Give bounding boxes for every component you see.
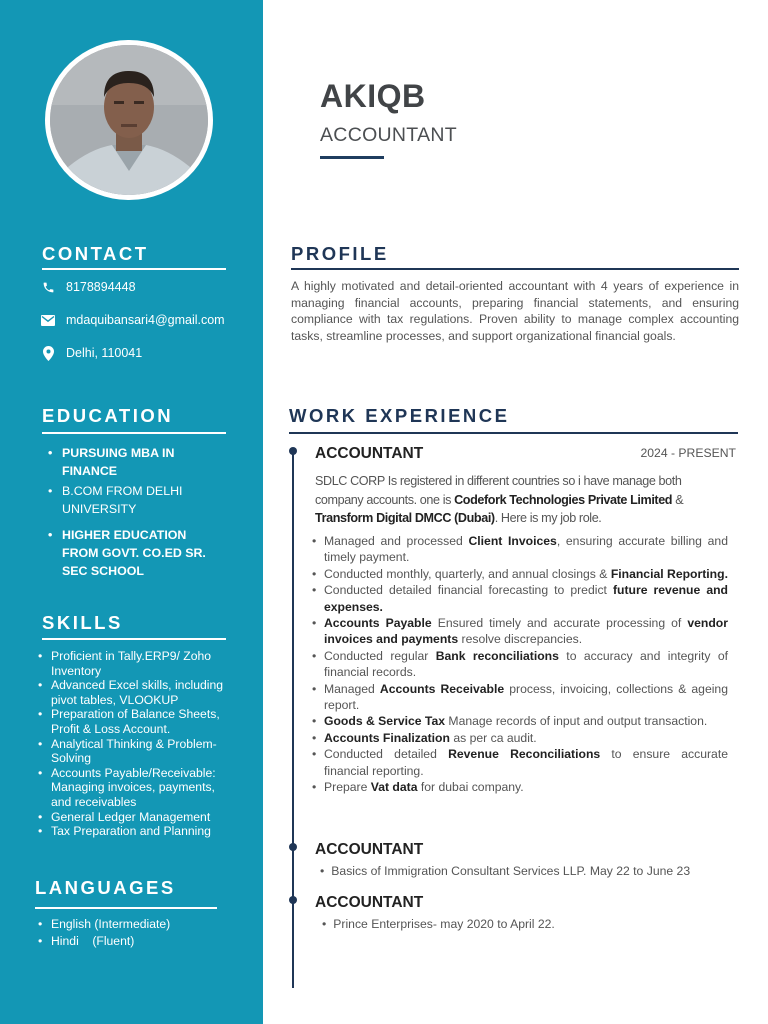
duty-item: • Goods & Service Tax Manage records of input and output transaction. <box>309 713 728 729</box>
duty-item: • Conducted monthly, quarterly, and annual closings & Financial Reporting. <box>309 566 728 582</box>
contact-divider <box>42 268 226 270</box>
contact-heading: CONTACT <box>42 243 149 264</box>
languages-heading: LANGUAGES <box>35 877 176 898</box>
job-dates: 2024 - PRESENT <box>640 446 736 460</box>
skill-item: • Accounts Payable/Receivable: Managing invoices, payments, and receivables <box>34 766 234 810</box>
contact-location-row <box>41 346 142 360</box>
language-item: • English (Intermediate) <box>34 916 234 933</box>
sidebar <box>0 0 263 1024</box>
job-title: ACCOUNTANT <box>315 894 424 911</box>
profile-photo <box>50 45 208 195</box>
skills-heading: SKILLS <box>42 612 123 633</box>
job-description: SDLC CORP Is registered in different countries so i have manage both company accounts. one is Codefork Technologies Private Limited & Transform Digital DMCC (Dubai). Here is my job role. <box>315 474 684 525</box>
work-experience-divider <box>289 432 738 434</box>
job-duties-list <box>309 533 728 796</box>
job-detail-item: • Prince Enterprises- may 2020 to April 22. <box>322 917 555 931</box>
candidate-name: AKIQB <box>320 78 426 114</box>
skills-divider <box>42 638 226 640</box>
skills-list <box>34 649 234 839</box>
skill-item: • Advanced Excel skills, including pivot tables, VLOOKUP <box>34 678 234 707</box>
duty-item: • Accounts Finalization as per ca audit. <box>309 730 728 746</box>
education-heading: EDUCATION <box>42 405 174 426</box>
contact-email[interactable]: mdaquibansari4@gmail.com <box>66 313 225 327</box>
work-experience-heading: WORK EXPERIENCE <box>289 405 510 426</box>
job-title: ACCOUNTANT <box>315 445 424 462</box>
timeline-dot <box>289 843 297 851</box>
duty-item: • Managed and processed Client Invoices, ensuring accurate billing and timely payment. <box>309 533 728 566</box>
language-item: • Hindi (Fluent) <box>34 933 234 950</box>
title-underline <box>320 156 384 159</box>
profile-divider <box>291 268 739 270</box>
contact-email-row <box>41 313 225 327</box>
company-name: Codefork Technologies Private Limited <box>454 492 673 507</box>
contact-phone: 8178894448 <box>66 280 136 294</box>
skill-item: • Tax Preparation and Planning <box>34 824 234 839</box>
timeline-line <box>292 451 294 988</box>
profile-photo-frame <box>45 40 213 200</box>
phone-icon <box>41 280 55 294</box>
duty-item: • Prepare Vat data for dubai company. <box>309 779 728 795</box>
job-detail-item: • Basics of Immigration Consultant Services LLP. May 22 to June 23 <box>320 864 690 878</box>
duty-item: • Managed Accounts Receivable process, invoicing, collections & ageing report. <box>309 681 728 714</box>
education-item: • PURSUING MBA IN FINANCE <box>46 444 226 480</box>
duty-item: • Conducted detailed Revenue Reconciliations to ensure accurate financial reporting. <box>309 746 728 779</box>
education-item: • B.COM FROM DELHI UNIVERSITY <box>46 482 226 518</box>
duty-item: • Accounts Payable Ensured timely and accurate processing of vendor invoices and payments resolve discrepancies. <box>309 615 728 648</box>
education-list <box>46 444 226 580</box>
languages-divider <box>35 907 217 909</box>
job-title: ACCOUNTANT <box>315 841 424 858</box>
timeline-dot <box>289 896 297 904</box>
duty-item: • Conducted regular Bank reconciliations to accuracy and integrity of financial records. <box>309 648 728 681</box>
contact-phone-row <box>41 280 136 294</box>
education-item: • HIGHER EDUCATION FROM GOVT. CO.ED SR. SEC SCHOOL <box>46 526 226 580</box>
mail-icon <box>41 313 55 327</box>
skill-item: • Analytical Thinking & Problem-Solving <box>34 737 234 766</box>
timeline-dot <box>289 447 297 455</box>
profile-heading: PROFILE <box>291 243 389 264</box>
location-pin-icon <box>41 346 55 360</box>
skill-item: • General Ledger Management <box>34 810 234 825</box>
duty-item: • Conducted detailed financial forecasting to predict future revenue and expenses. <box>309 582 728 615</box>
education-divider <box>42 432 226 434</box>
skill-item: • Proficient in Tally.ERP9/ Zoho Inventory <box>34 649 234 678</box>
profile-summary: A highly motivated and detail-oriented accountant with 4 years of experience in managing financial accounts, preparing financial statements, and ensuring compliance with tax regulations. Proven ability to manage complex accounting tasks, streamline processes, and support organizational financial goals. <box>291 279 739 343</box>
skill-item: • Preparation of Balance Sheets, Profit & Loss Account. <box>34 707 234 736</box>
contact-location: Delhi, 110041 <box>66 346 143 360</box>
company-name: Transform Digital DMCC (Dubai) <box>315 511 495 525</box>
languages-list <box>34 916 234 949</box>
candidate-title: ACCOUNTANT <box>320 124 457 146</box>
